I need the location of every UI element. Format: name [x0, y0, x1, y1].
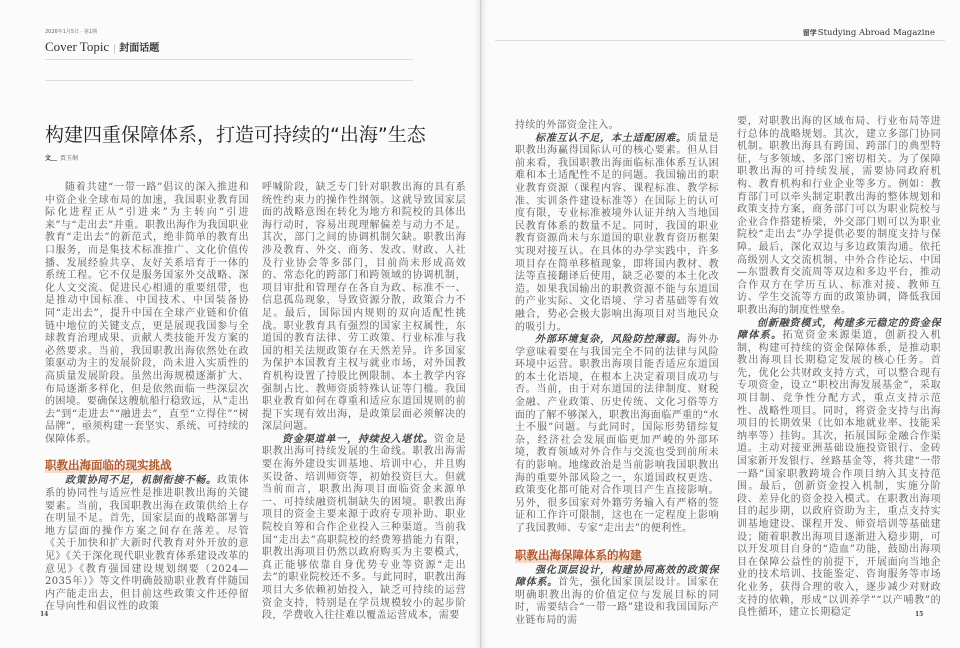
byline-prefix: 文＿	[45, 155, 58, 162]
paragraph-lead: 政策协同不足，机制衔接不畅。	[65, 475, 217, 487]
section-heading: 职教出海面临的现实挑战	[45, 458, 172, 473]
magazine-logo: 留学	[802, 28, 817, 37]
page-spine	[480, 0, 481, 648]
byline-author: 贾玉炯	[60, 155, 79, 162]
paragraph-text: 要，对职教出海的区域布局、行业布局等进行总体的战略规划。其次，建立多部门协同机制。职教出海具有跨国、跨部门的典型特征，与多领域、多部门密切相关。为了保障职教出海的可持续发展，需要协同政府机构、教育机构和行业企业等多方。例如：教育部门可以牵头制定职教出海的整体规划和政策支持方案，商务部门可以为职业院校与企业合作搭建桥梁，外交部门则可以为职业院校“走出去”办学提供必要的制度支持与保障。最后，深化双边与多边政策沟通。依托高级别人文交流机制、中外合作论坛、中国—东盟教育交流周等双边和多边平台，推动合作双方在学历互认、标准对接、教师互访、学生交流等方面的政策协调，降低我国职教出海的制度性壁垒。	[737, 116, 941, 316]
paragraph	[737, 116, 941, 318]
paragraph-lead: 外部环境复杂，风险防控薄弱。	[535, 334, 687, 346]
paragraph-text: 质量是职教出海赢得国际认可的核心要素。但从目前来看，我国职教出海面临标准体系互认困难和本土适配性不足的问题。我国输出的职业教育资源（课程内容、课程标准、教学标准、实训条件建设标准等）在国际上的认可度有限，专业标准被境外认证并纳入当地国民教育体系的数量不足。同时，我国的职业教育资源尚未与东道国的职业教育资历框架实现对接互认。在具体的办学实践中，许多项目存在简单移植现象，即将国内教材、教法等直接翻译后使用，缺乏必要的本土化改造。如果我国输出的职教资源不能与东道国的产业实际、文化语境、学习者基础等有效融合，势必会极大影响出海项目对当地民众的吸引力。	[515, 132, 719, 333]
paragraph	[262, 434, 466, 623]
magazine-title: Studying Abroad Magazine	[817, 28, 935, 38]
section-label-en: Cover Topic	[45, 39, 110, 54]
page-number-left: 14	[40, 611, 49, 618]
right-page	[481, 0, 960, 648]
paragraph-text: 资金是职教出海可持续发展的生命线。职教出海需要在海外建设实训基地、培训中心，并且购买设备、培训师资等，初始投资巨大。但就当前而言，职教出海项目面临资金来源单一、可持续融资机制缺失的困境。职教出海项目的资金主要来源于政府专项补助、职业院校自筹和合作企业投入三种渠道。当前我国“走出去”高职院校的经费筹措能力有限，职教出海项目仍然以政府购买为主要模式，真正能够依靠自身优势专业等资源“走出去”的职业院校还不多。与此同时，职教出海项目大多依赖初始投入，缺乏可持续的运营资金支持，特别是在学员规模较小的起步阶段，学费收入往往难以覆盖运营成本，需要	[262, 433, 466, 622]
header-rule	[45, 59, 413, 60]
paragraph-text: 首先，强化国家顶层设计。国家在明确职教出海的价值定位与发展目标的同时，需要结合“一带一路”建设和我国国际产业链布局的需	[515, 577, 720, 626]
paragraph-text: 政策体系的协同性与适应性是推进职教出海的关键要素。当前，我国职教出海在政策供给上存在明显不足。首先，国家层面的战略部署与地方层面的操作方案之间存在落差。尽管《关于加快和扩大新时代教育对外开放的意见》《关于深化现代职业教育体系建设改革的意见》《教育强国建设规划纲要（2024—2035年）》等文件明确鼓励职业教育伴随国内产能走出去，但目前这些政策文件还停留在导向性和倡议性的政策	[45, 475, 249, 613]
paragraph	[515, 565, 719, 628]
header-rule-right	[495, 40, 945, 41]
byline	[45, 153, 78, 162]
section-label-cn: 封面话题	[119, 43, 160, 54]
title-rule	[45, 80, 413, 81]
section-label	[45, 39, 159, 55]
article-column-2	[262, 182, 466, 623]
article-column-1	[45, 182, 249, 614]
article-column-4	[737, 116, 941, 620]
paragraph-lead: 创新融资模式，构建多元稳定的资金保障体系。	[737, 317, 941, 342]
paragraph-lead: 资金渠道单一，持续投入堪忧。	[282, 433, 434, 445]
paragraph	[262, 182, 466, 434]
page-number-right: 15	[915, 611, 924, 618]
paragraph	[45, 475, 249, 614]
magazine-name	[803, 28, 935, 38]
paragraph-text: 呼喊阶段，缺乏专门针对职教出海的具有系统性约束力的操作性纲领。这就导致国家层面的战略意图在转化为地方和院校的具体出海行动时，容易出现理解偏差与动力不足。其次，部门之间的协调机制欠缺。职教出海涉及教育、外交、商务、发改、财政、人社及行业协会等多部门，目前尚未形成高效的、常态化的跨部门和跨领域的协调机制，项目审批和管理存在各自为政、标准不一、信息孤岛现象，导致资源分散，政策合力不足。最后，国际国内规则的双向适配性挑战。职业教育具有强烈的国家主权属性，东道国的教育法律、劳工政策、行业标准与我国的相关法规政策存在天然差异。许多国家为保护本国教育主权与就业市场，对外国教育机构设置了持股比例限制、本土教学内容强制占比、教师资质特殊认证等门槛。我国职业教育如何在尊重和适应东道国规则的前提下实现有效出海，是政策层面必须解决的深层问题。	[262, 182, 466, 433]
section-separator: |	[113, 43, 116, 54]
paragraph-text: 持续的外部资金注入。	[515, 120, 619, 131]
issue-date: 2026年1月5日 · 第1期	[45, 29, 98, 35]
paragraph	[45, 182, 249, 446]
article-column-3	[515, 120, 719, 628]
paragraph-lead: 强化顶层设计，构建协同高效的政策保障体系。	[515, 564, 719, 589]
paragraph-text: 拓宽资金来源渠道，创新投入机制，构建可持续的资金保障体系，是推动职教出海项目长期稳定发展的核心任务。首先，优化公共财政支持方式，可以整合现有专项资金，设立“职校出海发展基金”，采取项目制、竞争性分配方式，重点支持示范性、战略性项目。同时，将资金支持与出海项目的长期效果（比如本地就业率、技能采纳率等）挂钩。其次，拓展国际金融合作渠道。主动对接亚洲基础设施投资银行、金砖国家新开发银行、丝路基金等，将共建“一带一路”国家职教跨境合作项目纳入其支持范围。最后，创新资金投入机制，实施分阶段、差异化的资金投入模式。在职教出海项目的起步期，以政府资助为主，重点支持实训基地建设、课程开发、师资培训等基础建设；随着职教出海项目逐渐进入稳步期，可以开发项目自身的“造血”功能，鼓励出海项目在保障公益性的前提下，开展面向当地企业的技术培训、技能鉴定、咨询服务等市场化业务，获得合理的收入，逐步减少对财政支持的依赖，形成“以训养学”“以产哺教”的良性循环，建立长期稳定	[737, 330, 941, 619]
section-heading: 职教出海保障体系的构建	[515, 547, 642, 562]
paragraph	[515, 133, 719, 335]
paragraph	[737, 318, 941, 620]
paragraph-lead: 标准互认不足，本土适配困难。	[535, 132, 687, 144]
paragraph-text: 随着共建“一带一路”倡议的深入推进和中资企业全球布局的加速，我国职业教育国际化进程正从“引进来”为主转向“引进来”与“走出去”并重。职教出海作为我国职业教育“走出去”的新范式，绝非简单的教育出口服务，而是集技术标准推广、文化价值传播、发展经验共享、友好关系培育于一体的系统工程。它不仅是服务国家外交战略、深化人文交流、促进民心相通的重要纽带，也是推动中国标准、中国技术、中国装备协同“走出去”，提升中国在全球产业链和价值链中地位的关键支点，更是展现我国参与全球教育治理成果、贡献人类技能开发方案的必然要求。当前，我国职教出海依然处在政策驱动为主的发展阶段，尚未进入实质性的高质量发展阶段。虽然出海规模逐渐扩大、布局逐渐多样化，但是依然面临一些深层次的困境。要确保这艘航船行稳致远，从“走出去”到“走进去”“融进去”，直至“立得住”“树品牌”，亟须构建一套坚实、系统、可持续的保障体系。	[45, 182, 249, 445]
article-title: 构建四重保障体系，打造可持续的“出海”生态	[45, 124, 426, 146]
paragraph	[515, 334, 719, 536]
paragraph-text: 海外办学意味着要在与我国完全不同的法律与风险环境中运营。职教出海项目能否适应东道国的本土化语境，在根本上决定着项目成功与否。当前，由于对东道国的法律制度、财税金融、产业政策、历史传统、文化习俗等方面的了解不够深入，职教出海面临严重的“水土不服”问题。与此同时，国际形势错综复杂，经济社会发展面临更加严峻的外部环境，教育领域对外合作与交流也受到前所未有的影响。地缘政治是当前影响我国职教出海的重要外部风险之一，东道国政权更迭、政策变化都可能对合作项目产生直接影响。另外，很多国家对外籍劳务输入有严格的签证和工作许可限制，这也在一定程度上影响了我国教师、专家“走出去”的便利性。	[515, 334, 719, 534]
paragraph	[515, 120, 719, 133]
